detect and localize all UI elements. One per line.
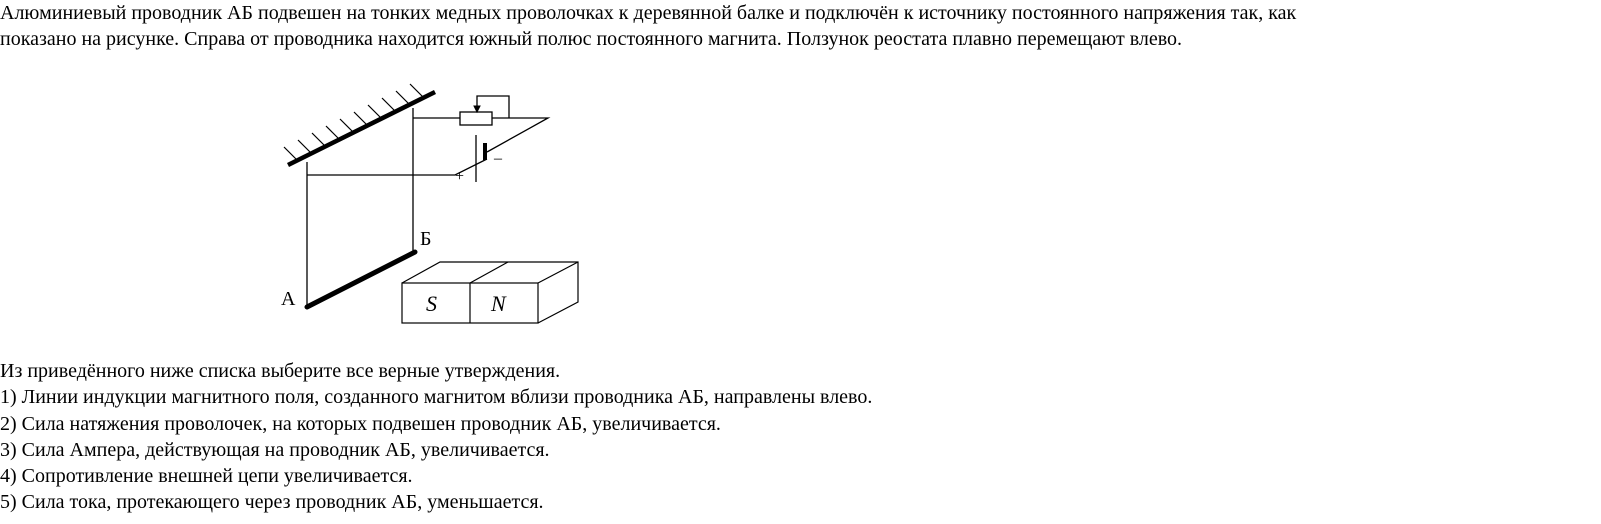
answer-option: 5) Сила тока, протекающего через проводник АБ, уменьшается.	[0, 491, 544, 514]
answer-option: 4) Сопротивление внешней цепи увеличивается.	[0, 465, 413, 488]
slider-arrow-icon	[474, 106, 480, 112]
label-a: А	[281, 288, 296, 310]
conductor-ab	[307, 252, 415, 307]
answer-option: 2) Сила натяжения проволочек, на которых подвешен проводник АБ, увеличивается.	[0, 412, 721, 435]
circuit-diagram	[0, 0, 700, 340]
intro-line: показано на рисунке. Справа от проводника находится южный полюс постоянного магнита. Ползунок реостата плавно перемещают влево.	[0, 28, 1183, 51]
intro-line: Алюминиевый проводник АБ подвешен на тонких медных проволочках к деревянной балке и подключён к источнику постоянного напряжения так, как	[0, 2, 1297, 24]
magnet-south-label: S	[426, 291, 437, 316]
minus-sign: –	[494, 150, 502, 167]
plus-sign: +	[455, 168, 465, 185]
question-prompt: Из приведённого ниже списка выберите все верные утверждения.	[0, 360, 561, 382]
answer-option: 1) Линии индукции магнитного поля, созданного магнитом вблизи проводника АБ, направлены влево.	[0, 386, 873, 409]
answer-option: 3) Сила Ампера, действующая на проводник АБ, увеличивается.	[0, 438, 550, 461]
question-block	[0, 358, 872, 516]
rheostat	[460, 112, 492, 125]
beam-hatching	[284, 84, 423, 160]
label-b: Б	[420, 228, 432, 250]
magnet-north-label: N	[491, 291, 506, 316]
